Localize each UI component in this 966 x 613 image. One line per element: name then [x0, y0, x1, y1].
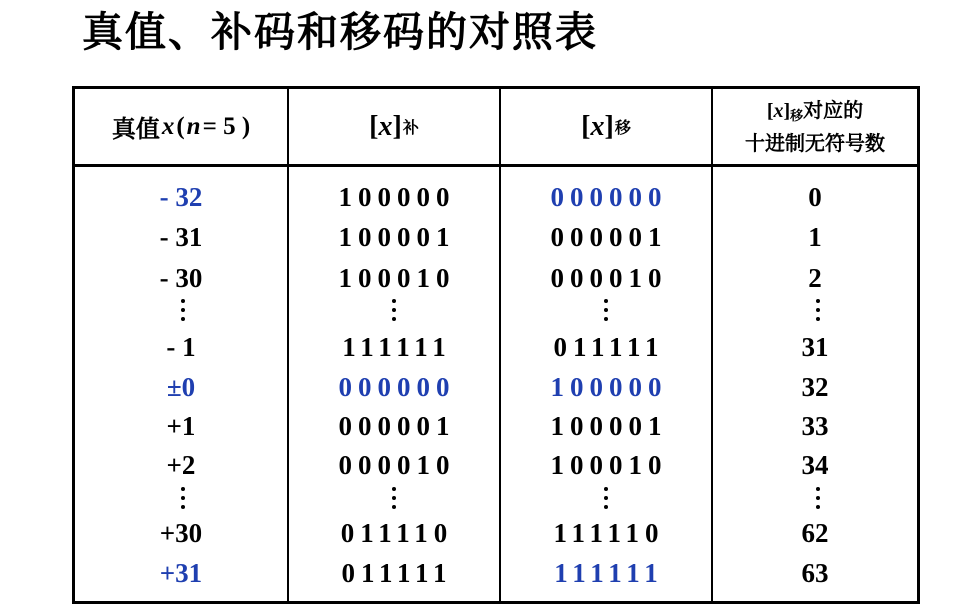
unsigned-decimal-cell: 32 [801, 372, 829, 402]
true-value-cell: - 1 [166, 332, 196, 362]
unsigned-decimal-cell: 31 [801, 332, 829, 362]
unsigned-decimal-cell: 1 [808, 222, 822, 252]
header-twos-complement: [ x ] 补 [369, 110, 419, 142]
biased-code-cell: 000010 [550, 263, 668, 293]
table-row [75, 369, 917, 405]
header-unsigned-decimal-line2: 十进制无符号数 [745, 130, 885, 155]
biased-code-cell: 111110 [553, 518, 665, 548]
biased-code-cell: 111111 [554, 558, 664, 588]
header-true-value: 真值 x ( n = 5 ) [111, 112, 251, 143]
twos-complement-cell: 100001 [338, 222, 456, 252]
comparison-table [72, 86, 920, 604]
table-row [75, 260, 917, 296]
table-row [75, 219, 917, 255]
unsigned-decimal-cell: 62 [801, 518, 829, 548]
table-row [75, 447, 917, 483]
vertical-ellipsis-icon [604, 480, 608, 516]
page-title: 真值、补码和移码的对照表 [82, 8, 598, 56]
vertical-ellipsis-icon [816, 292, 820, 328]
unsigned-decimal-cell: 0 [808, 182, 822, 212]
vertical-ellipsis-icon [181, 480, 185, 516]
twos-complement-cell: 000001 [338, 411, 456, 441]
twos-complement-cell: 011111 [341, 558, 453, 588]
biased-code-cell: 100001 [550, 411, 668, 441]
twos-complement-cell: 011110 [340, 518, 454, 548]
twos-complement-cell: 100010 [338, 263, 456, 293]
true-value-cell: +30 [159, 518, 203, 548]
unsigned-decimal-cell: 34 [801, 450, 829, 480]
true-value-cell: +31 [159, 558, 203, 588]
biased-code-cell: 100000 [550, 372, 668, 402]
true-value-cell: - 30 [159, 263, 203, 293]
unsigned-decimal-cell: 33 [801, 411, 829, 441]
true-value-cell: - 31 [159, 222, 203, 252]
twos-complement-cell: 000000 [338, 372, 456, 402]
true-value-cell: - 32 [159, 182, 203, 212]
biased-code-cell: 011111 [553, 332, 665, 362]
biased-code-cell: 000001 [550, 222, 668, 252]
true-value-cell: ±0 [166, 372, 196, 402]
vertical-ellipsis-icon [816, 480, 820, 516]
twos-complement-cell: 000010 [338, 450, 456, 480]
ellipsis-row [75, 480, 917, 516]
vertical-ellipsis-icon [181, 292, 185, 328]
twos-complement-cell: 111111 [342, 332, 452, 362]
vertical-ellipsis-icon [392, 480, 396, 516]
table-row [75, 329, 917, 365]
vertical-ellipsis-icon [604, 292, 608, 328]
header-biased-code: [ x ] 移 [581, 110, 631, 142]
true-value-cell: +2 [166, 450, 196, 480]
twos-complement-cell: 100000 [338, 182, 456, 212]
table-row [75, 408, 917, 444]
true-value-cell: +1 [166, 411, 196, 441]
header-divider [75, 164, 917, 167]
unsigned-decimal-cell: 2 [808, 263, 822, 293]
header-unsigned-decimal [713, 89, 917, 164]
unsigned-decimal-cell: 63 [801, 558, 829, 588]
biased-code-cell: 000000 [550, 182, 668, 212]
biased-code-cell: 100010 [550, 450, 668, 480]
ellipsis-row [75, 292, 917, 328]
table-row [75, 179, 917, 215]
vertical-ellipsis-icon [392, 292, 396, 328]
table-row [75, 515, 917, 551]
header-unsigned-decimal-line1: $[x]_移$对应的 [766, 97, 864, 124]
table-row [75, 555, 917, 591]
